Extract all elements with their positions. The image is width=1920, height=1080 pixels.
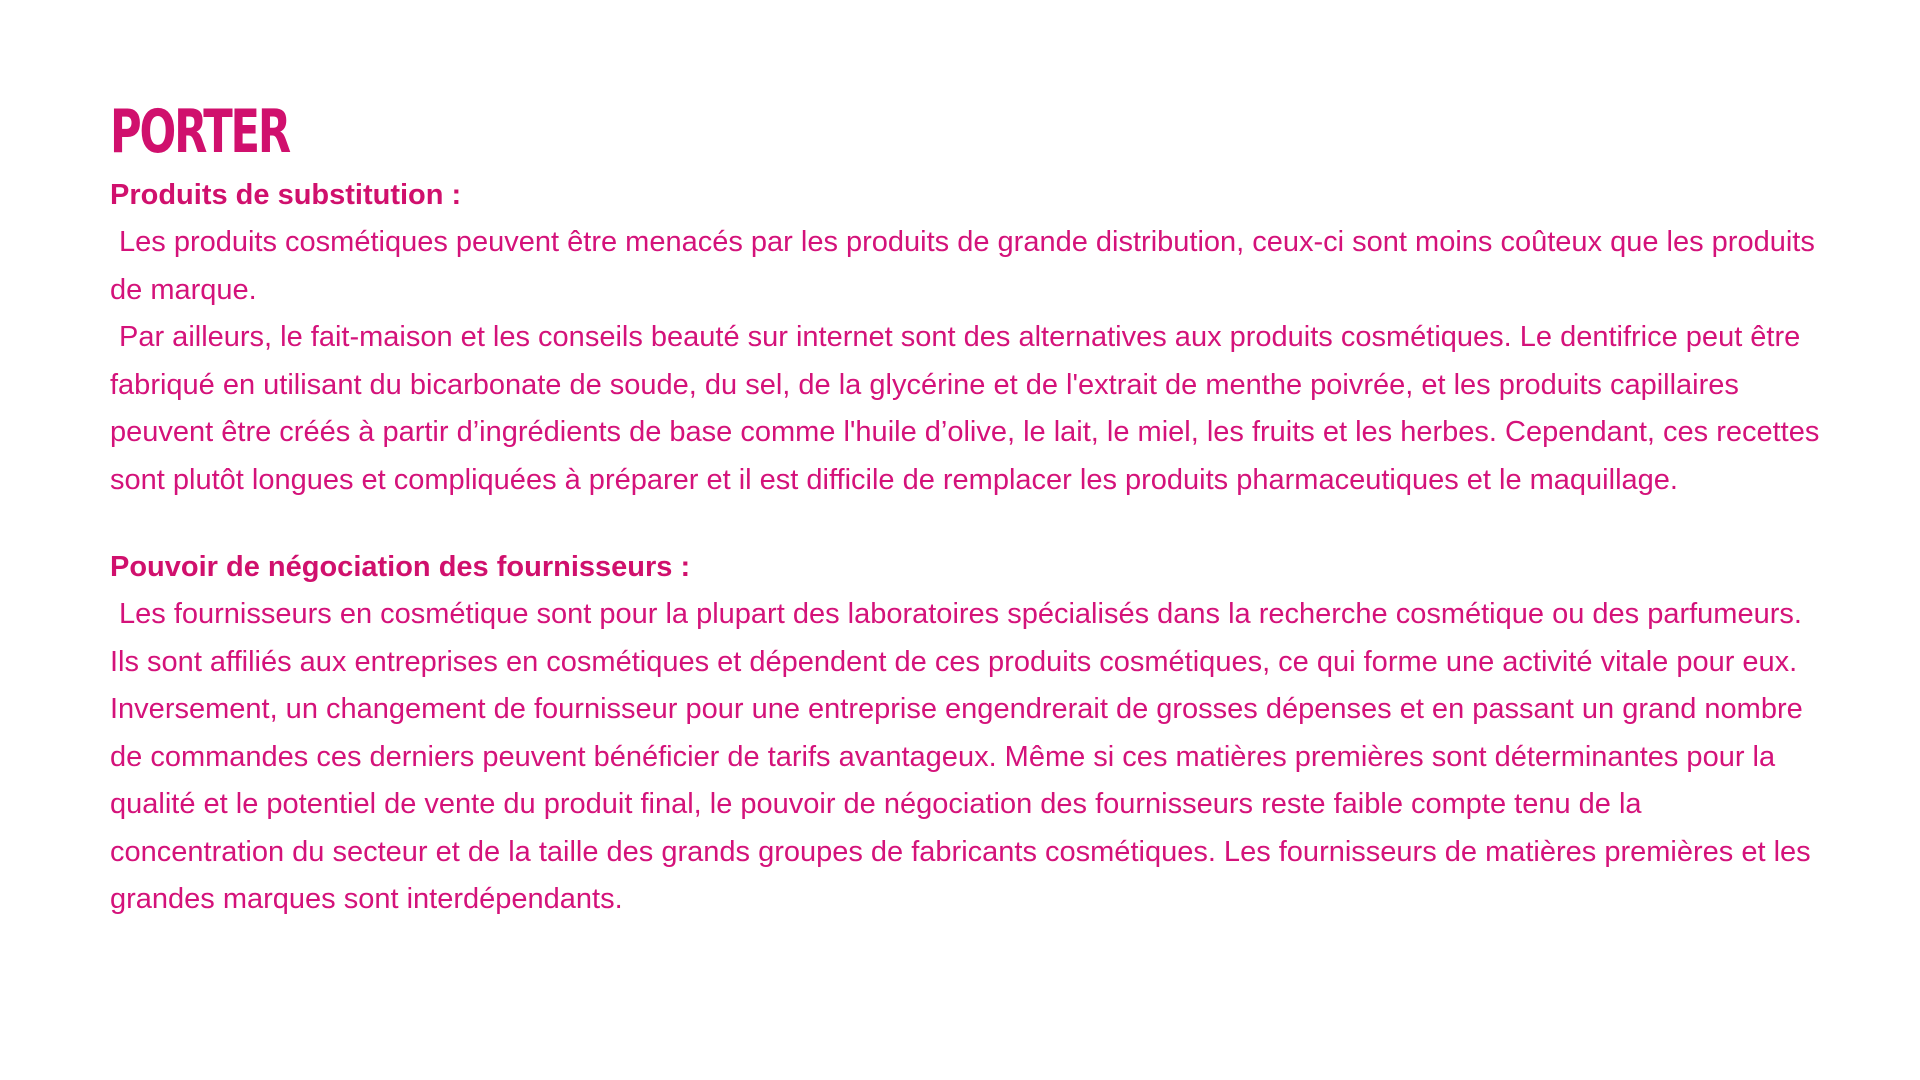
paragraph: Par ailleurs, le fait-maison et les conseils beauté sur internet sont des alternatives aux produits cosmétiques. Le dentifrice peut être fabriqué en utilisant du bicarbonate de soude, du sel, de la glycérine et de l'extrait de menthe poivrée, et les produits capillaires peuvent être créés à partir d’ingrédients de base comme l'huile d’olive, le lait, le miel, les fruits et les herbes. Cependant, ces recettes sont plutôt longues et compliquées à préparer et il est difficile de remplacer les produits pharmaceutiques et le maquillage.	[110, 321, 1820, 496]
section-heading: Pouvoir de négociation des fournisseurs :	[110, 551, 691, 583]
paragraph: Les produits cosmétiques peuvent être menacés par les produits de grande distribution, ceux-ci sont moins coûteux que les produits de marque.	[110, 226, 1815, 306]
section-substitutes	[110, 172, 1820, 504]
section-supplier-power	[110, 544, 1820, 924]
paragraph: Les fournisseurs en cosmétique sont pour la plupart des laboratoires spécialisés dans la recherche cosmétique ou des parfumeurs. Ils sont affiliés aux entreprises en cosmétiques et dépendent de ces produits cosmétiques, ce qui forme une activité vitale pour eux. Inversement, un changement de fournisseur pour une entreprise engendrerait de grosses dépenses et en passant un grand nombre de commandes ces derniers peuvent bénéficier de tarifs avantageux. Même si ces matières premières sont déterminantes pour la qualité et le potentiel de vente du produit final, le pouvoir de négociation des fournisseurs reste faible compte tenu de la concentration du secteur et de la taille des grands groupes de fabricants cosmétiques. Les fournisseurs de matières premières et les grandes marques sont interdépendants.	[110, 598, 1811, 915]
page-title: PORTER	[110, 97, 289, 167]
section-heading: Produits de substitution :	[110, 179, 462, 211]
